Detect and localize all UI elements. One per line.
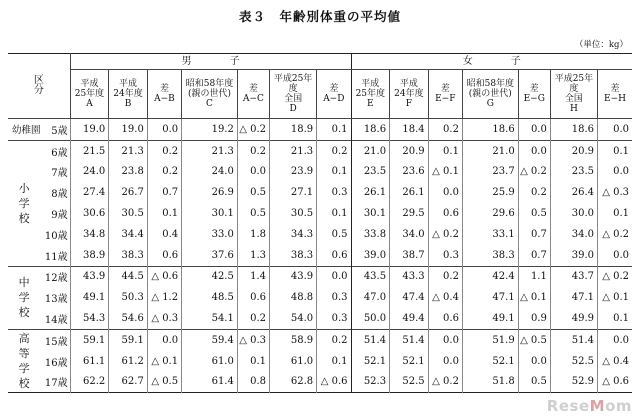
table-cell: 43.7	[550, 266, 597, 287]
table-cell: △ 0.6	[317, 372, 351, 393]
table-cell: 61.0	[182, 351, 238, 372]
column-header-line: E−G	[523, 94, 545, 104]
table-cell: 54.3	[70, 308, 109, 329]
table-cell: 0.0	[428, 182, 462, 203]
table-cell: 1.3	[237, 245, 269, 266]
table-cell: 23.9	[270, 162, 317, 183]
table-cell: 49.4	[390, 308, 429, 329]
column-header-line: 24年度	[113, 89, 143, 99]
table-cell: 39.0	[550, 245, 597, 266]
table-cell: 61.2	[109, 351, 148, 372]
table-cell: 0.1	[598, 203, 633, 224]
table-cell: 52.9	[550, 372, 597, 393]
column-header-line: 平成	[119, 79, 138, 89]
table-cell: 49.9	[550, 308, 597, 329]
table-cell: △ 0.3	[147, 308, 181, 329]
table-cell: 58.9	[270, 329, 317, 350]
table-cell: 52.3	[351, 372, 390, 393]
table-cell: 30.5	[270, 203, 317, 224]
table-row	[8, 245, 632, 266]
column-header-line: 昭和58年度	[185, 79, 234, 89]
table-cell: 43.9	[70, 266, 109, 287]
female-header: 女 子	[351, 54, 632, 70]
table-cell: 62.7	[109, 372, 148, 393]
table-cell: 30.1	[351, 203, 390, 224]
table-cell: 20.9	[550, 140, 597, 161]
weight-table	[8, 53, 632, 393]
table-cell: 1.1	[518, 266, 550, 287]
table-row	[8, 351, 632, 372]
column-header-line: 差	[440, 84, 450, 94]
table-cell: 54.6	[109, 308, 148, 329]
table-cell: 20.9	[390, 140, 429, 161]
table-cell: 61.1	[70, 351, 109, 372]
age-label: 12歳	[40, 266, 70, 287]
table-cell: 26.1	[390, 182, 429, 203]
table-cell: 47.0	[351, 287, 390, 308]
table-cell: 0.5	[237, 203, 269, 224]
table-cell: 23.5	[550, 162, 597, 183]
table-cell: 0.7	[147, 182, 181, 203]
table-cell: 21.3	[270, 140, 317, 161]
table-cell: 0.1	[317, 119, 351, 141]
column-header-line: A	[86, 99, 93, 109]
table-cell: 0.3	[317, 287, 351, 308]
column-header-line: 全国	[284, 94, 303, 104]
table-cell: 21.5	[70, 140, 109, 161]
table-cell: 25.9	[462, 182, 518, 203]
table-cell: 52.1	[351, 351, 390, 372]
table-cell: 51.9	[462, 329, 518, 350]
table-cell: 51.4	[390, 329, 429, 350]
table-cell: △ 0.2	[598, 224, 633, 245]
table-cell: 24.0	[182, 162, 238, 183]
table-cell: 34.0	[550, 224, 597, 245]
table-cell: 61.4	[182, 372, 238, 393]
table-cell: 1.8	[237, 224, 269, 245]
table-cell: 0.2	[237, 308, 269, 329]
table-cell: 0.5	[237, 182, 269, 203]
column-header-line: B	[124, 99, 132, 109]
column-header	[147, 70, 181, 119]
table-cell: 62.2	[70, 372, 109, 393]
table-cell: 1.4	[237, 266, 269, 287]
table-cell: 0.2	[147, 162, 181, 183]
column-header-line: (親の世代)	[187, 89, 231, 99]
watermark-logo: ReseMom	[546, 397, 632, 415]
table-cell: △ 0.2	[428, 224, 462, 245]
column-header-line: E−H	[604, 94, 626, 104]
column-header	[518, 70, 550, 119]
table-cell: 30.0	[550, 203, 597, 224]
table-cell: 0.0	[428, 329, 462, 350]
column-header	[390, 70, 429, 119]
column-header	[109, 70, 148, 119]
table-cell: 18.9	[270, 119, 317, 141]
table-cell: 0.0	[598, 162, 633, 183]
table-cell: 43.9	[270, 266, 317, 287]
table-cell: 0.2	[428, 266, 462, 287]
table-cell: 0.0	[428, 351, 462, 372]
table-cell: 0.0	[518, 140, 550, 161]
table-cell: △ 0.6	[147, 266, 181, 287]
table-cell: 34.3	[270, 224, 317, 245]
table-cell: 0.1	[317, 351, 351, 372]
table-cell: 0.0	[598, 245, 633, 266]
table-cell: 0.0	[147, 119, 181, 141]
table-cell: 19.0	[109, 119, 148, 141]
age-label: 14歳	[44, 315, 68, 327]
table-cell: △ 0.1	[428, 162, 462, 183]
table-cell: 48.8	[270, 287, 317, 308]
table-cell: 0.0	[147, 329, 181, 350]
table-cell: 33.1	[462, 224, 518, 245]
table-cell: △ 0.5	[147, 372, 181, 393]
column-header	[182, 70, 238, 119]
category-header: 区 分	[8, 54, 70, 119]
column-header-line: A−B	[154, 94, 175, 104]
age-label: 10歳	[44, 230, 68, 242]
table-row	[8, 203, 632, 224]
table-cell: 0.5	[518, 372, 550, 393]
table-cell: 0.3	[428, 245, 462, 266]
table-cell: △ 0.6	[598, 372, 633, 393]
table-cell: 0.6	[428, 308, 462, 329]
table-row	[8, 182, 632, 203]
table-cell: 19.2	[182, 119, 238, 141]
table-cell: 0.6	[317, 245, 351, 266]
table-cell: 0.7	[518, 245, 550, 266]
table-cell: 18.4	[390, 119, 429, 141]
column-header-line: 24年度	[394, 89, 424, 99]
table-cell: 43.5	[351, 266, 390, 287]
table-cell: △ 0.2	[237, 119, 269, 141]
table-cell: 0.0	[598, 329, 633, 350]
column-header-line: E	[367, 99, 374, 109]
table-cell: 27.1	[270, 182, 317, 203]
column-header	[270, 70, 317, 119]
table-cell: 0.8	[237, 372, 269, 393]
table-cell: 26.4	[550, 182, 597, 203]
age-label: 5歳	[51, 125, 68, 137]
table-cell: 38.7	[390, 245, 429, 266]
table-cell: 51.8	[462, 372, 518, 393]
column-header-line: (親の世代)	[468, 89, 512, 99]
table-cell: 23.7	[462, 162, 518, 183]
column-header-line: E−F	[435, 94, 456, 104]
table-cell: 0.0	[518, 351, 550, 372]
table-cell: 0.5	[317, 224, 351, 245]
column-header-line: F	[405, 99, 412, 109]
table-cell: 0.3	[317, 182, 351, 203]
table-cell: 26.1	[351, 182, 390, 203]
male-header: 男 子	[70, 54, 351, 70]
column-header-line: 差	[159, 84, 169, 94]
age-label: 13歳	[44, 294, 68, 306]
column-header-line: A−C	[242, 94, 264, 104]
table-cell: 26.9	[182, 182, 238, 203]
table-cell: 18.6	[550, 119, 597, 141]
column-header-line: H	[569, 104, 578, 114]
age-label: 15歳	[40, 329, 70, 350]
table-cell: △ 0.1	[147, 351, 181, 372]
table-cell: 0.5	[518, 203, 550, 224]
group-label: 中 学 校	[8, 266, 40, 329]
table-cell: 34.0	[390, 224, 429, 245]
table-cell: 62.8	[270, 372, 317, 393]
table-cell: 43.3	[390, 266, 429, 287]
unit-label: （単位：kg）	[574, 40, 628, 50]
table-cell: △ 1.2	[147, 287, 181, 308]
group-label: 小 学 校	[8, 140, 40, 266]
age-label: 7歳	[51, 168, 68, 180]
table-cell: 34.4	[109, 224, 148, 245]
column-header-line: 差	[610, 84, 620, 94]
table-cell: 50.0	[351, 308, 390, 329]
table-cell: 38.3	[270, 245, 317, 266]
table-cell: 54.0	[270, 308, 317, 329]
column-header-line: 平成	[361, 79, 380, 89]
table-cell: 29.5	[390, 203, 429, 224]
table-row	[8, 287, 632, 308]
table-row	[8, 308, 632, 329]
column-header-line: D	[289, 104, 297, 114]
table-row	[8, 372, 632, 393]
age-label: 9歳	[51, 210, 68, 222]
table-cell: 0.2	[428, 119, 462, 141]
table-cell: 37.6	[182, 245, 238, 266]
table-cell: 50.3	[109, 287, 148, 308]
table-cell: 0.1	[317, 162, 351, 183]
table-cell: △ 0.3	[237, 329, 269, 350]
column-header-line: 平成	[399, 79, 418, 89]
column-header-line: G	[486, 99, 494, 109]
column-header-line: 平成25年度	[273, 74, 313, 94]
table-cell: 27.4	[70, 182, 109, 203]
table-row	[8, 140, 632, 161]
table-cell: 0.7	[518, 224, 550, 245]
table-cell: 59.1	[109, 329, 148, 350]
age-label: 6歳	[40, 140, 70, 161]
table-cell: 23.8	[109, 162, 148, 183]
table-cell: 0.1	[598, 308, 633, 329]
table-cell: 0.2	[518, 182, 550, 203]
table-cell: △ 0.3	[598, 182, 633, 203]
table-cell: 19.0	[70, 119, 109, 141]
column-header-line: 25年度	[74, 89, 105, 99]
table-cell: 30.6	[70, 203, 109, 224]
table-cell: △ 0.2	[598, 266, 633, 287]
table-cell: 0.6	[147, 245, 181, 266]
column-header-line: 昭和58年度	[466, 79, 515, 89]
age-label: 8歳	[51, 189, 68, 201]
table-cell: 0.1	[147, 203, 181, 224]
table-cell: 18.6	[351, 119, 390, 141]
table-cell: 29.6	[462, 203, 518, 224]
column-header-line: 25年度	[355, 89, 386, 99]
table-cell: 0.2	[237, 140, 269, 161]
table-cell: 47.4	[390, 287, 429, 308]
column-header	[317, 70, 351, 119]
table-cell: 52.5	[550, 351, 597, 372]
table-cell: 23.6	[390, 162, 429, 183]
table-row	[8, 266, 632, 287]
table-row	[8, 329, 632, 350]
table-cell: 51.4	[351, 329, 390, 350]
table-cell: 52.1	[390, 351, 429, 372]
table-cell: 26.7	[109, 182, 148, 203]
table-cell: 48.5	[182, 287, 238, 308]
table-cell: 0.6	[237, 287, 269, 308]
table-cell: 24.0	[70, 162, 109, 183]
page-title: 表３ 年齢別体重の平均値	[238, 9, 401, 24]
table-cell: 59.1	[70, 329, 109, 350]
table-cell: △ 0.5	[518, 329, 550, 350]
table-cell: 42.5	[182, 266, 238, 287]
column-header-line: 差	[329, 84, 339, 94]
table-cell: 21.0	[462, 140, 518, 161]
age-label: 11歳	[44, 251, 68, 263]
table-row	[8, 119, 632, 141]
table-cell: 0.2	[147, 140, 181, 161]
column-header-line: 差	[248, 84, 258, 94]
column-header-line: 全国	[564, 94, 583, 104]
table-cell: 0.1	[317, 203, 351, 224]
group-label: 幼稚園	[12, 125, 41, 137]
column-header	[70, 70, 109, 119]
table-cell: 30.1	[182, 203, 238, 224]
table-cell: 0.0	[518, 119, 550, 141]
table-cell: △ 0.4	[598, 351, 633, 372]
table-cell: 42.4	[462, 266, 518, 287]
group-label: 高 等 学 校	[8, 329, 40, 392]
table-cell: 23.5	[351, 162, 390, 183]
age-label: 17歳	[44, 378, 68, 390]
table-cell: 38.3	[462, 245, 518, 266]
table-cell: 33.0	[182, 224, 238, 245]
table-cell: 39.0	[351, 245, 390, 266]
table-cell: △ 0.1	[598, 287, 633, 308]
table-cell: 0.1	[598, 140, 633, 161]
table-cell: 0.1	[428, 140, 462, 161]
table-cell: 61.0	[270, 351, 317, 372]
column-header-line: A−D	[323, 94, 345, 104]
table-cell: 21.3	[109, 140, 148, 161]
table-cell: 51.4	[550, 329, 597, 350]
table-cell: 21.3	[182, 140, 238, 161]
table-cell: 18.6	[462, 119, 518, 141]
table-cell: 33.8	[351, 224, 390, 245]
table-cell: 0.1	[237, 351, 269, 372]
column-header	[462, 70, 518, 119]
table-cell: 54.1	[182, 308, 238, 329]
table-cell: △ 0.4	[428, 287, 462, 308]
table-cell: 30.5	[109, 203, 148, 224]
table-cell: 0.9	[518, 308, 550, 329]
table-cell: 0.6	[428, 203, 462, 224]
column-header-line: 平成25年度	[554, 74, 594, 94]
table-cell: 0.2	[317, 329, 351, 350]
table-cell: 34.8	[70, 224, 109, 245]
column-header	[598, 70, 633, 119]
table-cell: 52.1	[462, 351, 518, 372]
age-label: 16歳	[44, 357, 68, 369]
table-cell: △ 0.2	[428, 372, 462, 393]
table-cell: 0.0	[598, 119, 633, 141]
table-row	[8, 162, 632, 183]
column-header	[237, 70, 269, 119]
table-cell: 0.0	[317, 266, 351, 287]
column-header-line: C	[206, 99, 213, 109]
column-header	[550, 70, 597, 119]
table-row	[8, 224, 632, 245]
column-header	[351, 70, 390, 119]
column-header-line: 差	[529, 84, 539, 94]
table-cell: 38.9	[70, 245, 109, 266]
table-cell: 49.1	[70, 287, 109, 308]
table-cell: 47.1	[462, 287, 518, 308]
column-header-line: 平成	[80, 79, 99, 89]
table-cell: 0.0	[237, 162, 269, 183]
column-header	[428, 70, 462, 119]
table-cell: 0.2	[317, 140, 351, 161]
table-cell: 0.3	[317, 308, 351, 329]
table-cell: △ 0.1	[518, 287, 550, 308]
table-cell: 21.0	[351, 140, 390, 161]
table-cell: 49.1	[462, 308, 518, 329]
table-cell: △ 0.2	[518, 162, 550, 183]
table-cell: 52.5	[390, 372, 429, 393]
table-cell: 38.3	[109, 245, 148, 266]
table-cell: 59.4	[182, 329, 238, 350]
table-cell: 0.4	[147, 224, 181, 245]
table-cell: 44.5	[109, 266, 148, 287]
table-cell: 47.1	[550, 287, 597, 308]
